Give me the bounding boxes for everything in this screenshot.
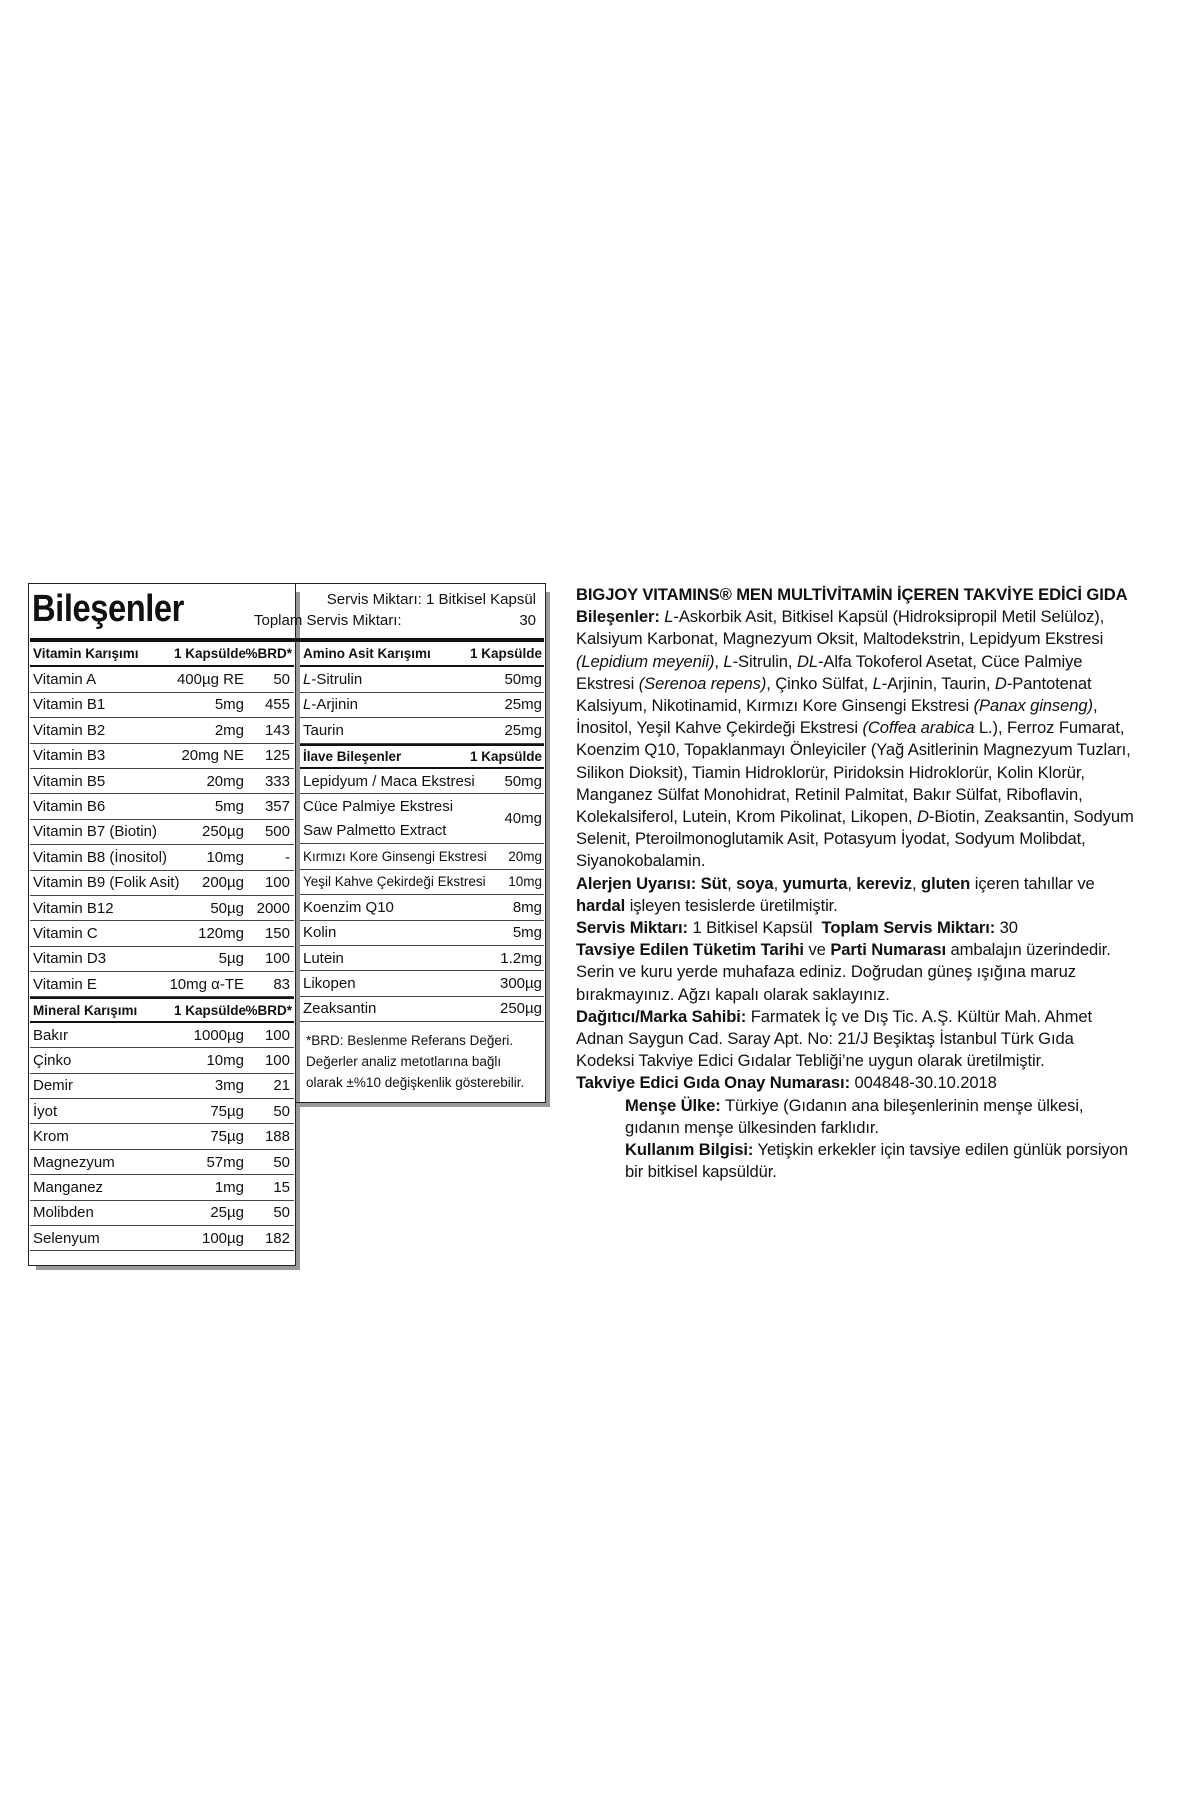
ingredient-brd: 50	[273, 671, 290, 689]
ingredient-brd: 182	[264, 1229, 290, 1247]
ingredient-brd: 15	[273, 1178, 290, 1196]
table-row	[300, 794, 544, 844]
table-row	[300, 769, 544, 794]
ingredients-text: , Ferroz Fumarat, Koenzim Q10, Topaklanmayı Önleyiciler (Yağ Asitlerinin Magnezyum Tuzları, Silikon Dioksit), Tiamin Hidroklorür, Piridoksin Hidroklorür, Kolin Klorür, Manganez Sülfat Monohidrat, Retinil Palmitat, Bakır Sülfat, Riboflavin, Kolekalsiferol, Lutein, Krom Pikolinat, Likopen,	[576, 718, 1131, 827]
allergen: hardal	[576, 895, 626, 915]
table-row	[30, 1124, 294, 1149]
latin-name: (Lepidium meyenii)	[576, 651, 715, 671]
table-row	[300, 971, 544, 996]
ingredient-name: Vitamin B8 (İnositol)	[33, 848, 167, 866]
ingredient-brd: 50	[273, 1153, 290, 1171]
ingredient-amount: 100µg	[201, 1229, 244, 1247]
table-row	[30, 1023, 294, 1048]
usage-value: Yetişkin erkekler için tavsiye edilen günlük porsiyon bir bitkisel kapsüldür.	[625, 1140, 1128, 1182]
ingredient-name	[303, 795, 453, 843]
allergen: yumurta	[782, 873, 848, 893]
allergen-paragraph	[576, 873, 1136, 917]
distributor-value: Farmatek İç ve Dış Tic. A.Ş. Kültür Mah. Ahmet Adnan Saygun Cad. Saray Apt. No: 21/J Beşiktaş İstanbul Türk Gıda Kodeksi Takviye Edici Gıdalar Tebliği’ne uygun olarak üretilmiştir.	[576, 1006, 1092, 1071]
panel-title: Bileşenler	[32, 588, 184, 630]
amino-header-amount: 1 Kapsülde	[469, 646, 542, 662]
mineral-header-brd: %BRD*	[245, 1002, 292, 1018]
table-row	[300, 921, 544, 946]
ingredient-name: Vitamin B12	[33, 899, 114, 917]
ingredient-brd: 357	[264, 798, 290, 816]
distributor-label: Dağıtıcı/Marka Sahibi:	[576, 1006, 747, 1026]
table-row	[30, 1048, 294, 1073]
table-row	[30, 1226, 294, 1251]
ingredient-name: Lepidyum / Maca Ekstresi	[303, 772, 475, 790]
allergen: kereviz	[856, 873, 912, 893]
table-row	[300, 895, 544, 920]
ingredient-name: Lutein	[303, 949, 344, 967]
ingredient-brd: 50	[273, 1204, 290, 1222]
mineral-header-name: Mineral Karışımı	[33, 1002, 138, 1018]
origin-value: Türkiye (Gıdanın ana bileşenlerinin menşe ülkesi, gıdanın menşe ülkesinden farklıdır.	[625, 1095, 1084, 1137]
latin-name: (Coffea arabica	[862, 718, 975, 738]
ingredient-name: L-Sitrulin	[303, 671, 363, 689]
mineral-header-amount: 1 Kapsülde	[173, 1002, 246, 1018]
left-table	[30, 642, 294, 1251]
ingredient-brd: 100	[264, 1026, 290, 1044]
ingredient-amount: 50mg	[504, 772, 542, 790]
ingredient-name: Vitamin B3	[33, 747, 106, 765]
allergen: soya	[736, 873, 774, 893]
origin-label: Menşe Ülke:	[625, 1095, 721, 1115]
table-row	[300, 997, 544, 1022]
ingredient-brd: 100	[264, 950, 290, 968]
allergen: gluten	[921, 873, 971, 893]
ingredient-brd: -	[285, 848, 290, 866]
table-row	[30, 845, 294, 870]
extra-header-amount: 1 Kapsülde	[469, 748, 542, 764]
ingredient-amount: 2mg	[214, 721, 244, 739]
ingredients-text: ,	[714, 651, 724, 671]
ingredient-name: İyot	[33, 1102, 58, 1120]
table-row	[300, 844, 544, 869]
ingredient-name: Demir	[33, 1077, 73, 1095]
table-row	[30, 820, 294, 845]
amino-header-name: Amino Asit Karışımı	[303, 646, 431, 662]
table-row	[30, 896, 294, 921]
ingredient-amount: 10mg	[508, 874, 542, 890]
ingredient-brd: 50	[273, 1102, 290, 1120]
ingredient-name: Vitamin A	[33, 671, 97, 689]
separator: ,	[727, 873, 737, 893]
table-row	[30, 693, 294, 718]
ingredients-label: Bileşenler:	[576, 607, 660, 627]
ingredient-brd: 100	[264, 874, 290, 892]
panel-shadow	[300, 1103, 550, 1107]
prefix: D	[917, 807, 929, 827]
usage-label: Kullanım Bilgisi:	[625, 1140, 754, 1160]
vitamin-header-name: Vitamin Karışımı	[33, 646, 139, 662]
ingredient-amount: 5µg	[218, 950, 244, 968]
table-row	[30, 769, 294, 794]
ingredient-amount: 10mg	[206, 1051, 244, 1069]
ingredient-name-line1: Cüce Palmiye Ekstresi	[303, 797, 454, 815]
table-row	[30, 744, 294, 769]
ingredient-name: Vitamin C	[33, 924, 98, 942]
ingredient-amount: 25mg	[504, 721, 542, 739]
separator: ,	[773, 873, 783, 893]
ingredients-text: -Arjinin, Taurin,	[881, 673, 995, 693]
ingredient-name: Yeşil Kahve Çekirdeği Ekstresi	[303, 874, 486, 890]
ingredient-amount: 10mg	[206, 848, 244, 866]
ingredients-text: -Biotin, Zeaksantin, Sodyum Selenit, Pteroilmonoglutamik Asit, Potasyum İyodat, Sodyum Molibdat, Siyanokobalamin.	[576, 807, 1134, 871]
product-heading-text: BIGJOY VITAMINS® MEN MULTİVİTAMİN İÇEREN TAKVİYE EDİCİ GIDA	[576, 585, 1128, 604]
ingredient-brd: 100	[264, 1051, 290, 1069]
ingredient-amount: 200µg	[201, 874, 244, 892]
ingredient-brd: 21	[273, 1077, 290, 1095]
ingredient-brd: 150	[264, 924, 290, 942]
footnote	[306, 1030, 542, 1093]
allergen-text: işleyen tesislerde üretilmiştir.	[625, 895, 838, 915]
ingredient-amount: 120mg	[198, 924, 244, 942]
ingredient-name: Vitamin B1	[33, 696, 106, 714]
expiry-label: Tavsiye Edilen Tüketim Tarihi	[576, 940, 804, 960]
distributor-paragraph	[576, 1006, 1136, 1073]
ingredient-amount: 300µg	[499, 974, 542, 992]
ingredient-name: Vitamin B2	[33, 721, 106, 739]
storage-text: ambalajın üzerindedir. Serin ve kuru yerde muhafaza ediniz. Doğrudan güneş ışığına maruz bırakmayınız. Ağzı kapalı olarak saklayınız.	[576, 940, 1111, 1004]
vitamin-header-brd: %BRD*	[245, 646, 292, 662]
prefix: DL	[796, 651, 818, 671]
ingredients-text: , Çinko Sülfat,	[766, 673, 873, 693]
ingredient-name: Taurin	[303, 721, 344, 739]
table-row	[30, 718, 294, 743]
allergen-label: Alerjen Uyarısı: Süt	[576, 873, 728, 893]
usage-paragraph	[576, 1139, 1136, 1183]
ingredient-amount: 75µg	[210, 1128, 244, 1146]
separator: ,	[847, 873, 857, 893]
panel-shadow	[546, 592, 550, 1106]
ingredient-name: Likopen	[303, 974, 356, 992]
ingredient-name: Kırmızı Kore Ginsengi Ekstresi	[303, 849, 487, 865]
approval-label: Takviye Edici Gıda Onay Numarası:	[576, 1073, 850, 1093]
total-servings-label: Toplam Servis Miktarı:	[254, 612, 402, 629]
serving-label: Servis Miktarı:	[576, 918, 688, 938]
origin-paragraph	[576, 1095, 1136, 1139]
ingredient-brd: 333	[264, 772, 290, 790]
ingredient-name: Çinko	[33, 1051, 72, 1069]
product-heading	[576, 584, 1136, 606]
total-label: Toplam Servis Miktarı:	[821, 918, 996, 938]
ingredient-brd: 455	[264, 696, 290, 714]
ingredient-brd: 143	[264, 721, 290, 739]
ingredient-amount: 1.2mg	[500, 949, 542, 967]
total-servings-value: 30	[519, 612, 536, 629]
total-value: 30	[995, 918, 1018, 938]
batch-label: Parti Numarası	[830, 940, 947, 960]
serving-paragraph	[576, 917, 1136, 939]
ingredient-amount: 8mg	[512, 898, 542, 916]
vitamin-header-amount: 1 Kapsülde	[173, 646, 246, 662]
approval-paragraph	[576, 1072, 1136, 1094]
table-row	[30, 1201, 294, 1226]
ingredient-brd: 188	[264, 1128, 290, 1146]
table-row	[300, 946, 544, 971]
prefix: D	[994, 673, 1007, 693]
ingredients-text: -Askorbik Asit, Bitkisel Kapsül (Hidroksipropil Metil Selüloz), Kalsiyum Karbonat, Magnezyum Oksit, Maltodekstrin, Lepidyum Ekstresi	[576, 607, 1105, 649]
ingredient-amount: 3mg	[214, 1077, 244, 1095]
table-row	[300, 667, 544, 692]
ingredient-amount: 250µg	[499, 1000, 542, 1018]
prefix: L	[664, 607, 674, 627]
ingredients-text: , İnositol, Yeşil Kahve Çekirdeği Ekstresi	[576, 696, 1098, 738]
ingredient-name: Koenzim Q10	[303, 898, 394, 916]
ingredient-amount: 20mg NE	[181, 747, 244, 765]
footnote-line: Değerler analiz metotlarına bağlı	[306, 1054, 502, 1069]
ingredients-text: L.)	[974, 718, 998, 738]
ingredient-amount: 20mg	[206, 772, 244, 790]
ingredient-name: Kolin	[303, 924, 337, 942]
panel-shadow	[36, 1266, 300, 1270]
ingredient-amount: 400µg RE	[176, 671, 244, 689]
latin-name: (Panax ginseng)	[973, 696, 1093, 716]
table-row	[30, 871, 294, 896]
ingredient-amount: 10mg α-TE	[169, 975, 244, 993]
latin-name: (Serenoa repens)	[638, 673, 767, 693]
ingredient-amount: 25µg	[210, 1204, 244, 1222]
ingredient-name: Selenyum	[33, 1229, 100, 1247]
serving-value: 1 Bitkisel Kapsül	[687, 918, 822, 938]
ingredient-amount: 5mg	[512, 924, 542, 942]
ingredient-name: Vitamin B5	[33, 772, 106, 790]
footnote-line: *BRD: Beslenme Referans Değeri.	[306, 1033, 514, 1048]
ingredient-name: Magnezyum	[33, 1153, 115, 1171]
ingredient-name: Krom	[33, 1128, 69, 1146]
ingredient-amount: 50µg	[210, 899, 244, 917]
expiry-paragraph	[576, 939, 1136, 1006]
mineral-header-row	[30, 997, 294, 1022]
ingredient-amount: 50mg	[504, 671, 542, 689]
extra-header-name: İlave Bileşenler	[303, 748, 402, 764]
ingredients-paragraph	[576, 606, 1136, 872]
ingredient-brd: 500	[264, 823, 290, 841]
table-row	[300, 870, 544, 895]
ingredient-brd: 83	[273, 975, 290, 993]
ingredient-name: Molibden	[33, 1204, 94, 1222]
prefix: L	[723, 651, 733, 671]
serving-size: Servis Miktarı: 1 Bitkisel Kapsül	[326, 591, 536, 608]
ingredients-text: -Pantotenat Kalsiyum, Nikotinamid, Kırmızı Kore Ginsengi Ekstresi	[576, 673, 1092, 716]
table-row	[30, 1175, 294, 1200]
extra-header-row	[300, 744, 544, 769]
connector: ve	[803, 940, 831, 960]
table-row	[30, 667, 294, 692]
table-row	[300, 718, 544, 743]
ingredient-name: L-Arjinin	[303, 696, 359, 714]
ingredient-amount: 1000µg	[193, 1026, 244, 1044]
middle-table	[300, 642, 544, 1022]
ingredient-amount: 20mg	[508, 849, 542, 865]
table-row	[30, 1150, 294, 1175]
ingredient-amount: 75µg	[210, 1102, 244, 1120]
ingredients-text: -Alfa Tokoferol Asetat, Cüce Palmiye Ekstresi	[576, 651, 1083, 693]
ingredient-name: Zeaksantin	[303, 1000, 377, 1018]
table-row	[30, 921, 294, 946]
approval-value: 004848-30.10.2018	[850, 1073, 997, 1093]
table-row	[300, 693, 544, 718]
ingredient-amount: 5mg	[214, 696, 244, 714]
ingredient-name-line2: Saw Palmetto Extract	[303, 821, 447, 839]
prefix: L	[872, 673, 882, 693]
ingredients-text: -Sitrulin,	[732, 651, 797, 671]
ingredient-brd: 2000	[256, 899, 290, 917]
ingredient-name: Vitamin E	[33, 975, 97, 993]
ingredient-amount: 40mg	[504, 810, 542, 828]
allergen-text: içeren tahıllar ve	[970, 873, 1095, 893]
product-information	[576, 584, 1136, 1183]
table-row	[30, 1099, 294, 1124]
table-row	[30, 972, 294, 997]
ingredient-amount: 1mg	[214, 1178, 244, 1196]
total-servings	[254, 612, 536, 629]
ingredient-name: Vitamin B6	[33, 798, 106, 816]
ingredient-amount: 5mg	[214, 798, 244, 816]
footnote-line: olarak ±%10 değişkenlik gösterebilir.	[306, 1075, 525, 1090]
ingredient-name: Bakır	[33, 1026, 69, 1044]
ingredient-amount: 25mg	[504, 696, 542, 714]
separator: ,	[912, 873, 922, 893]
ingredient-amount: 57mg	[206, 1153, 244, 1171]
table-row	[30, 1074, 294, 1099]
ingredient-name: Vitamin B9 (Folik Asit)	[33, 874, 180, 892]
vitamin-header-row	[30, 642, 294, 667]
table-row	[30, 794, 294, 819]
table-row	[30, 947, 294, 972]
ingredient-amount: 250µg	[201, 823, 244, 841]
amino-header-row	[300, 642, 544, 667]
ingredient-name: Manganez	[33, 1178, 104, 1196]
ingredient-brd: 125	[264, 747, 290, 765]
ingredient-name: Vitamin B7 (Biotin)	[33, 823, 157, 841]
ingredient-name: Vitamin D3	[33, 950, 107, 968]
